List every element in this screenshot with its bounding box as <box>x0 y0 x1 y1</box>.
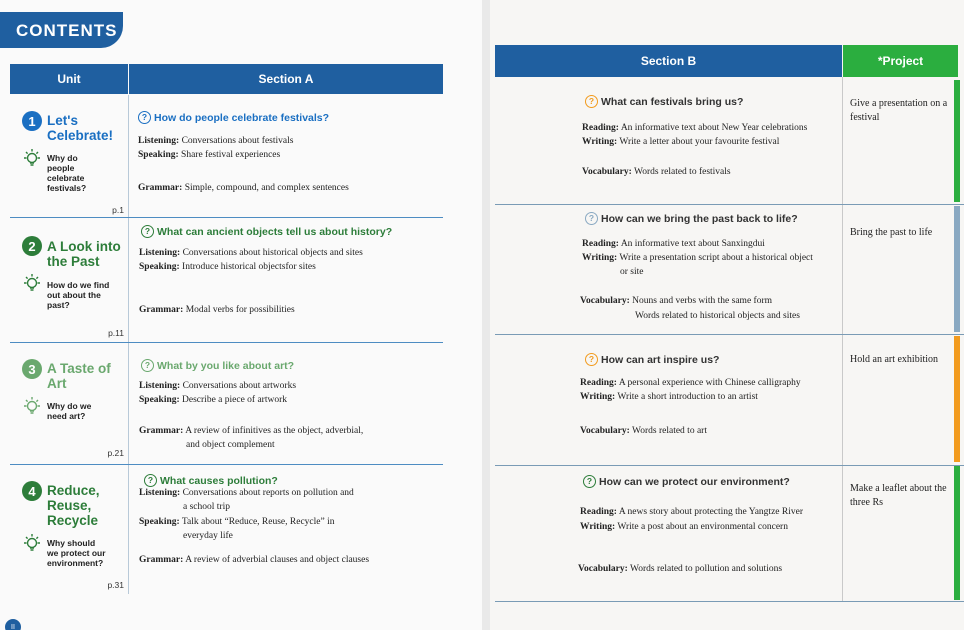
lightbulb-icon <box>20 272 44 296</box>
unit-2-speaking-text: Introduce historical objectsfor sites <box>182 262 316 272</box>
question-bubble-icon: ? <box>141 359 154 372</box>
unit-1-listening <box>138 135 293 148</box>
writing-label: Writing: <box>580 392 616 402</box>
unit-2-cell <box>10 218 129 342</box>
unit-3-section-a-question <box>141 359 294 372</box>
unit-3-writing <box>580 391 758 404</box>
lightbulb-icon <box>20 395 44 419</box>
unit-3-speaking-text: Describe a piece of artwork <box>182 395 288 405</box>
unit-3-question <box>47 401 125 421</box>
unit-2-grammar-text: Modal verbs for possibilities <box>185 305 295 315</box>
unit-2-writing-text: Write a presentation script about a historical object <box>619 253 813 263</box>
question-bubble-icon: ? <box>583 475 596 488</box>
unit-2-reading-text: An informative text about Sanxingdui <box>620 239 765 249</box>
unit-2-section-a-question <box>141 225 392 238</box>
header-section-b: Section B <box>495 45 842 77</box>
unit-3-b-question-text: How can art inspire us? <box>601 353 720 366</box>
question-bubble-icon: ? <box>144 474 157 487</box>
unit-1-project-line-2: festival <box>850 112 880 123</box>
grammar-label: Grammar: <box>138 183 183 193</box>
lightbulb-icon <box>20 147 44 171</box>
unit-4-section-b <box>495 466 964 602</box>
unit-1-cell <box>10 95 129 217</box>
unit-2-project <box>850 226 955 240</box>
unit-3-question-line-1: Why do we <box>47 401 92 411</box>
unit-1-question-line-4: festivals? <box>47 183 87 193</box>
unit-4-b-question-text: How can we protect our environment? <box>599 475 790 488</box>
unit-3-reading-text: A personal experience with Chinese calligraphy <box>618 378 801 388</box>
unit-4-section-a-question <box>144 474 278 487</box>
unit-4-listening-text: Conversations about reports on pollution and <box>182 488 354 498</box>
unit-1-writing-text: Write a letter about your favourite festival <box>619 137 780 147</box>
header-section-a: Section A <box>129 64 443 94</box>
unit-2-title-line-2: the Past <box>47 254 100 269</box>
unit-2-vocabulary-line-2: Words related to historical objects and sites <box>635 311 800 321</box>
unit-3-reading <box>580 377 801 390</box>
question-bubble-icon: ? <box>585 95 598 108</box>
grammar-label: Grammar: <box>139 555 184 565</box>
unit-2-page: p.11 <box>108 328 124 338</box>
unit-3-number: 3 <box>22 359 42 379</box>
unit-1-vocabulary-text: Words related to festivals <box>634 167 731 177</box>
reading-label: Reading: <box>582 123 619 133</box>
unit-1-section-a-question <box>138 111 329 124</box>
unit-3-vocabulary <box>580 425 707 438</box>
unit-1-number: 1 <box>22 111 42 131</box>
unit-1-writing <box>582 136 779 149</box>
unit-4-cell <box>10 465 129 594</box>
unit-1-question-line-3: celebrate <box>47 173 85 183</box>
speaking-label: Speaking: <box>138 150 179 160</box>
unit-1-reading-text: An informative text about New Year celebrations <box>620 123 808 133</box>
unit-2-vocabulary <box>580 295 772 308</box>
unit-3-project-line-1: Hold an art exhibition <box>850 354 939 365</box>
unit-1-question-line-1: Why do <box>47 153 78 163</box>
unit-4-page: p.31 <box>107 580 124 590</box>
unit-4-question <box>47 538 125 568</box>
unit-2-section-b <box>495 205 964 335</box>
unit-1-grammar <box>138 182 349 195</box>
unit-1-b-question-text: What can festivals bring us? <box>601 95 744 108</box>
unit-2-question-line-3: past? <box>47 300 70 310</box>
unit-2-project-line-1: Bring the past to life <box>850 227 933 238</box>
unit-3-grammar-text: A review of infinitives as the object, adverbial, <box>185 426 364 436</box>
unit-2-title-line-1: A Look into <box>47 239 121 254</box>
unit-4-title-line-1: Reduce, <box>47 483 100 498</box>
question-bubble-icon: ? <box>585 353 598 366</box>
unit-4-title <box>47 483 100 528</box>
unit-2-row <box>10 218 443 343</box>
page-number-badge: II <box>5 619 21 630</box>
unit-3-question-line-2: need art? <box>47 411 86 421</box>
reading-label: Reading: <box>582 239 619 249</box>
unit-4-listening-line-2: a school trip <box>183 502 230 512</box>
unit-2-question <box>47 280 125 310</box>
unit-3-listening-text: Conversations about artworks <box>182 381 297 391</box>
unit-4-reading <box>580 506 803 519</box>
writing-label: Writing: <box>582 137 618 147</box>
unit-3-title <box>47 361 111 391</box>
unit-1-project-line-1: Give a presentation on a <box>850 98 948 109</box>
unit-4-vocabulary <box>578 563 782 576</box>
grammar-label: Grammar: <box>139 305 184 315</box>
vocabulary-label: Vocabulary: <box>580 296 630 306</box>
listening-label: Listening: <box>139 248 181 258</box>
unit-4-vocabulary-text: Words related to pollution and solutions <box>630 564 783 574</box>
unit-3-speaking <box>139 394 287 407</box>
unit-2-grammar <box>139 304 295 317</box>
unit-2-listening <box>139 247 363 260</box>
header-project: *Project <box>843 45 958 77</box>
unit-4-grammar <box>139 554 369 567</box>
unit-1-page: p.1 <box>112 205 124 215</box>
contents-title: CONTENTS <box>0 12 123 48</box>
unit-1-title <box>47 113 113 143</box>
unit-2-writing <box>582 252 813 265</box>
unit-4-speaking-text: Talk about “Reduce, Reuse, Recycle” in <box>181 517 335 527</box>
unit-2-b-question-text: How can we bring the past back to life? <box>601 212 798 225</box>
unit-2-number: 2 <box>22 236 42 256</box>
question-bubble-icon: ? <box>141 225 154 238</box>
unit-4-writing-text: Write a post about an environmental concern <box>617 522 788 532</box>
unit-1-row <box>10 95 443 218</box>
unit-4-listening <box>139 487 354 500</box>
question-bubble-icon: ? <box>138 111 151 124</box>
unit-2-a-question-text: What can ancient objects tell us about history? <box>157 225 393 238</box>
unit-3-page: p.21 <box>107 448 124 458</box>
unit-2-vocabulary-text: Nouns and verbs with the same form <box>632 296 773 306</box>
unit-3-section-b-question <box>585 353 719 366</box>
unit-4-writing <box>580 521 788 534</box>
unit-4-title-line-2: Reuse, <box>47 498 92 513</box>
unit-4-speaking <box>139 516 334 529</box>
unit-1-question <box>47 153 125 193</box>
speaking-label: Speaking: <box>139 262 180 272</box>
unit-2-question-line-2: out about the <box>47 290 101 300</box>
unit-4-project <box>850 482 955 510</box>
vocabulary-label: Vocabulary: <box>580 426 630 436</box>
unit-1-speaking <box>138 149 280 162</box>
unit-2-writing-line-2: or site <box>620 267 644 277</box>
unit-1-section-b-question <box>585 95 743 108</box>
unit-3-listening <box>139 380 296 393</box>
unit-4-title-line-3: Recycle <box>47 513 99 528</box>
unit-1-title-line-2: Celebrate! <box>47 128 114 143</box>
question-bubble-icon: ? <box>585 212 598 225</box>
vocabulary-label: Vocabulary: <box>578 564 628 574</box>
unit-3-section-b <box>495 335 964 466</box>
speaking-label: Speaking: <box>139 517 180 527</box>
unit-3-grammar <box>139 425 363 438</box>
unit-3-a-question-text: What by you like about art? <box>157 359 295 372</box>
unit-3-cell <box>10 343 129 464</box>
unit-1-a-question-text: How do people celebrate festivals? <box>154 111 330 124</box>
unit-1-reading <box>582 122 807 135</box>
unit-2-reading <box>582 238 765 251</box>
unit-4-reading-text: A news story about protecting the Yangtze River <box>618 507 803 517</box>
unit-1-section-b <box>495 78 964 205</box>
unit-4-number: 4 <box>22 481 42 501</box>
unit-3-row <box>10 343 443 465</box>
unit-2-question-line-1: How do we find <box>47 280 110 290</box>
header-unit: Unit <box>10 64 128 94</box>
writing-label: Writing: <box>580 522 616 532</box>
reading-label: Reading: <box>580 378 617 388</box>
lightbulb-icon <box>20 532 44 556</box>
unit-4-question-line-3: environment? <box>47 558 104 568</box>
unit-1-listening-text: Conversations about festivals <box>181 136 294 146</box>
unit-3-writing-text: Write a short introduction to an artist <box>617 392 758 402</box>
unit-4-row <box>10 465 443 594</box>
writing-label: Writing: <box>582 253 618 263</box>
vocabulary-label: Vocabulary: <box>582 167 632 177</box>
unit-3-grammar-line-2: and object complement <box>186 440 275 450</box>
unit-4-project-line-1: Make a leaflet about the <box>850 483 947 494</box>
unit-1-speaking-text: Share festival experiences <box>181 150 281 160</box>
unit-4-section-b-question <box>583 475 790 488</box>
unit-1-title-line-1: Let's <box>47 113 78 128</box>
listening-label: Listening: <box>139 488 181 498</box>
unit-2-listening-text: Conversations about historical objects and sites <box>182 248 363 258</box>
unit-2-title <box>47 239 121 269</box>
unit-4-question-line-2: we protect our <box>47 548 106 558</box>
unit-1-question-line-2: people <box>47 163 75 173</box>
unit-2-section-b-question <box>585 212 798 225</box>
unit-1-project <box>850 97 955 125</box>
unit-3-title-line-2: Art <box>47 376 67 391</box>
listening-label: Listening: <box>139 381 181 391</box>
reading-label: Reading: <box>580 507 617 517</box>
unit-1-vocabulary <box>582 166 731 179</box>
unit-4-grammar-text: A review of adverbial clauses and object clauses <box>185 555 370 565</box>
unit-3-vocabulary-text: Words related to art <box>632 426 707 436</box>
unit-2-speaking <box>139 261 316 274</box>
listening-label: Listening: <box>138 136 180 146</box>
unit-1-grammar-text: Simple, compound, and complex sentences <box>184 183 349 193</box>
unit-3-project <box>850 353 955 367</box>
unit-4-speaking-line-2: everyday life <box>183 531 233 541</box>
unit-4-question-line-1: Why should <box>47 538 96 548</box>
unit-4-project-line-2: three Rs <box>850 497 884 508</box>
unit-3-title-line-1: A Taste of <box>47 361 111 376</box>
speaking-label: Speaking: <box>139 395 180 405</box>
right-page <box>490 0 964 630</box>
grammar-label: Grammar: <box>139 426 184 436</box>
unit-4-a-question-text: What causes pollution? <box>160 474 278 487</box>
